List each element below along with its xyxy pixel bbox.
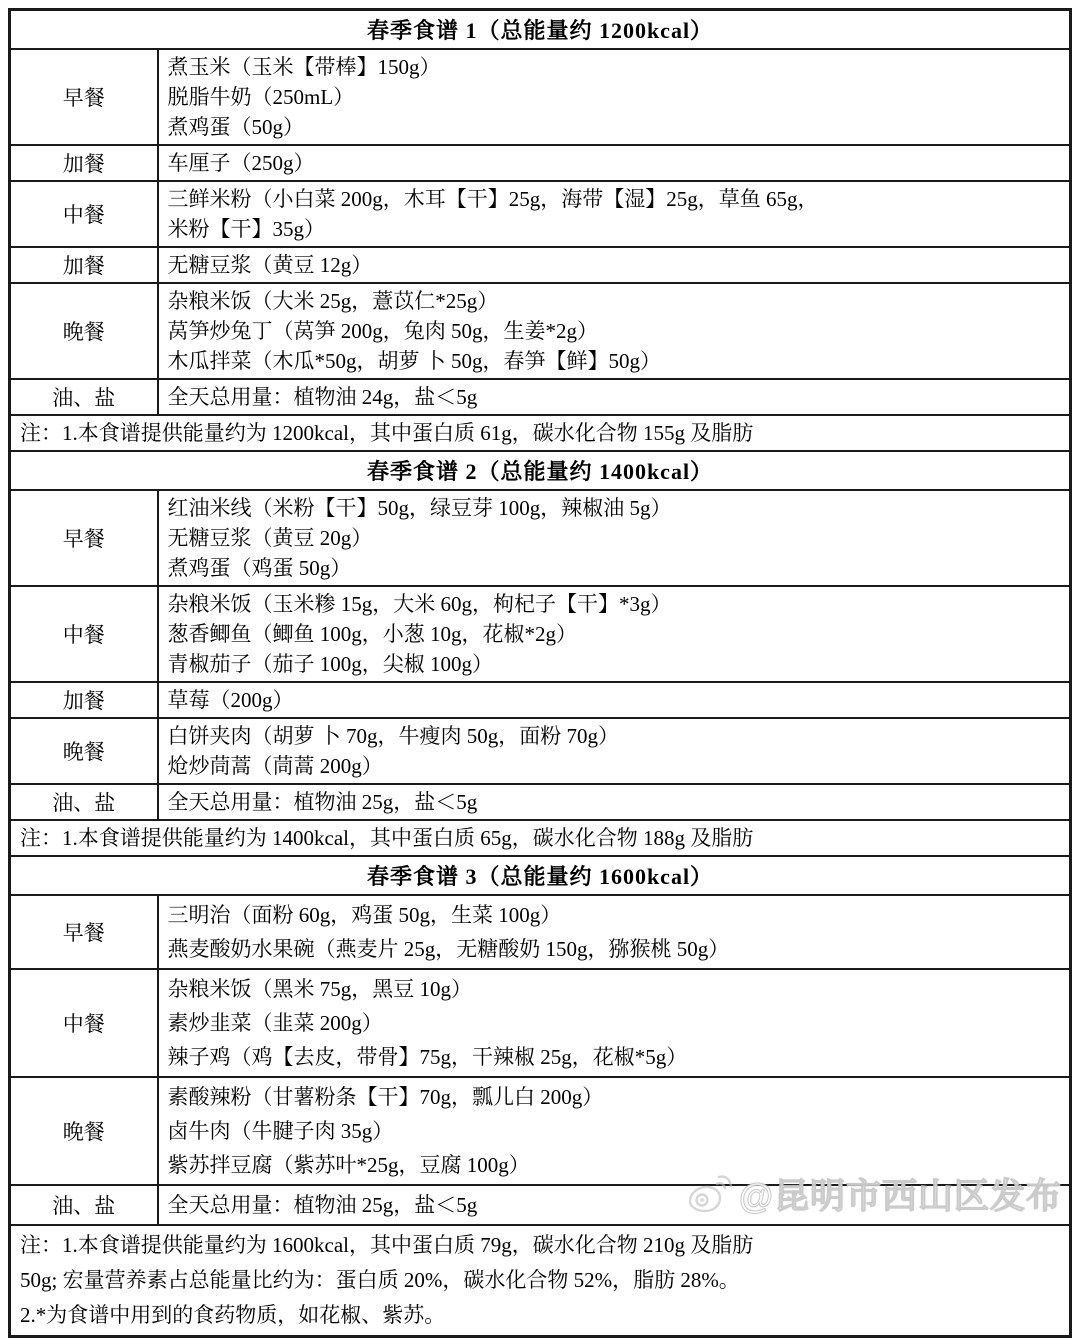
dish-item: 紫苏拌豆腐（紫苏叶*25g，豆腐 100g） [167,1153,530,1177]
dish-item: 卤牛肉（牛腱子肉 35g） [167,1119,394,1143]
dish-item: 全天总用量：植物油 25g，盐＜5g [167,1193,478,1217]
meal-label-lunch: 中餐 [10,969,158,1077]
table-row [10,145,1071,181]
table-row [10,379,1071,415]
meal-items [158,283,1071,379]
dish-item: 杂粮米饭（玉米糁 15g，大米 60g，枸杞子【干】*3g） [167,592,672,616]
menu-section-2 [10,451,1071,856]
meal-items [158,969,1071,1077]
meal-label-oil-salt: 油、盐 [10,379,158,415]
table-row [10,247,1071,283]
meal-label-dinner: 晚餐 [10,283,158,379]
menu-1-note [10,415,1071,451]
table-row [10,682,1071,718]
meal-items [158,895,1071,969]
dish-item: 煮玉米（玉米【带棒】150g） [167,55,441,79]
menu-section-3 [10,856,1071,1337]
meal-label-dinner: 晚餐 [10,1077,158,1185]
dish-item: 脱脂牛奶（250mL） [167,85,355,109]
dish-item: 煮鸡蛋（50g） [167,115,304,139]
meal-items [158,1185,1071,1225]
meal-label-oil-salt: 油、盐 [10,784,158,820]
menu-1-title: 春季食谱 1（总能量约 1200kcal） [10,10,1071,50]
table-row [10,1225,1071,1337]
dish-item: 全天总用量：植物油 24g，盐＜5g [167,385,478,409]
menu-section-1 [10,10,1071,452]
meal-items [158,247,1071,283]
menu-3-note [10,1225,1071,1337]
note-line: 注：1.本食谱提供能量约为 1600kcal，其中蛋白质 79g，碳水化合物 210g 及脂肪 [20,1233,754,1257]
meal-items [158,49,1071,145]
meal-items [158,784,1071,820]
note-line: 2.*为食谱中用到的食药物质，如花椒、紫苏。 [20,1303,446,1327]
meal-label-snack: 加餐 [10,682,158,718]
table-row [10,49,1071,145]
meal-label-snack: 加餐 [10,247,158,283]
table-row [10,181,1071,247]
meal-items [158,145,1071,181]
dish-item: 全天总用量：植物油 25g，盐＜5g [167,790,478,814]
table-row [10,1185,1071,1225]
table-row [10,1077,1071,1185]
dish-item: 莴笋炒兔丁（莴笋 200g，兔肉 50g，生姜*2g） [167,319,598,343]
dish-item: 素炒韭菜（韭菜 200g） [167,1011,383,1035]
meal-label-lunch: 中餐 [10,181,158,247]
table-row [10,856,1071,895]
meal-items [158,379,1071,415]
dish-item: 木瓜拌菜（木瓜*50g，胡萝 卜 50g，春笋【鲜】50g） [167,349,661,373]
dish-item: 草莓（200g） [167,688,294,712]
meal-items [158,682,1071,718]
menu-3-title: 春季食谱 3（总能量约 1600kcal） [10,856,1071,895]
dish-item: 三明治（面粉 60g，鸡蛋 50g，生菜 100g） [167,903,562,927]
menu-2-note [10,820,1071,856]
meal-items [158,586,1071,682]
dish-item: 无糖豆浆（黄豆 20g） [167,526,373,550]
meal-label-snack: 加餐 [10,145,158,181]
table-row [10,451,1071,490]
table-row [10,820,1071,856]
meal-label-dinner: 晚餐 [10,718,158,784]
note-line: 注：1.本食谱提供能量约为 1400kcal，其中蛋白质 65g，碳水化合物 188g 及脂肪 [20,826,754,850]
meal-items [158,181,1071,247]
note-line: 50g; 宏量营养素占总能量比约为：蛋白质 20%，碳水化合物 52%，脂肪 28%。 [20,1268,740,1292]
dish-item: 素酸辣粉（甘薯粉条【干】70g，瓢儿白 200g） [167,1085,604,1109]
table-row [10,586,1071,682]
dish-item: 车厘子（250g） [167,151,315,175]
table-row [10,969,1071,1077]
dish-item: 青椒茄子（茄子 100g，尖椒 100g） [167,652,493,676]
table-row [10,10,1071,50]
dish-item: 辣子鸡（鸡【去皮，带骨】75g，干辣椒 25g，花椒*5g） [167,1045,688,1069]
meal-label-breakfast: 早餐 [10,49,158,145]
dish-item: 煮鸡蛋（鸡蛋 50g） [167,556,352,580]
meal-label-breakfast: 早餐 [10,490,158,586]
dish-item: 米粉【干】35g） [167,217,325,241]
meal-label-lunch: 中餐 [10,586,158,682]
dish-item: 红油米线（米粉【干】50g，绿豆芽 100g，辣椒油 5g） [167,496,672,520]
note-line: 注：1.本食谱提供能量约为 1200kcal，其中蛋白质 61g，碳水化合物 155g 及脂肪 [20,421,754,445]
dish-item: 杂粮米饭（黑米 75g，黑豆 10g） [167,977,472,1001]
table-row [10,490,1071,586]
dish-item: 燕麦酸奶水果碗（燕麦片 25g，无糖酸奶 150g，猕猴桃 50g） [167,937,730,961]
meal-plan-table [8,8,1072,1338]
dish-item: 白饼夹肉（胡萝 卜 70g，牛瘦肉 50g，面粉 70g） [167,724,619,748]
table-row [10,283,1071,379]
table-row [10,895,1071,969]
meal-items [158,490,1071,586]
meal-items [158,718,1071,784]
dish-item: 炝炒茼蒿（茼蒿 200g） [167,754,383,778]
table-row [10,718,1071,784]
table-row [10,784,1071,820]
dish-item: 无糖豆浆（黄豆 12g） [167,253,373,277]
dish-item: 葱香鲫鱼（鲫鱼 100g，小葱 10g，花椒*2g） [167,622,577,646]
dish-item: 杂粮米饭（大米 25g，薏苡仁*25g） [167,289,499,313]
meal-items [158,1077,1071,1185]
meal-label-oil-salt: 油、盐 [10,1185,158,1225]
meal-label-breakfast: 早餐 [10,895,158,969]
table-row [10,415,1071,451]
watermark-text: @昆明市西山区发布 [738,1177,1062,1216]
menu-2-title: 春季食谱 2（总能量约 1400kcal） [10,451,1071,490]
dish-item: 三鲜米粉（小白菜 200g，木耳【干】25g，海带【湿】25g，草鱼 65g， [167,187,819,211]
